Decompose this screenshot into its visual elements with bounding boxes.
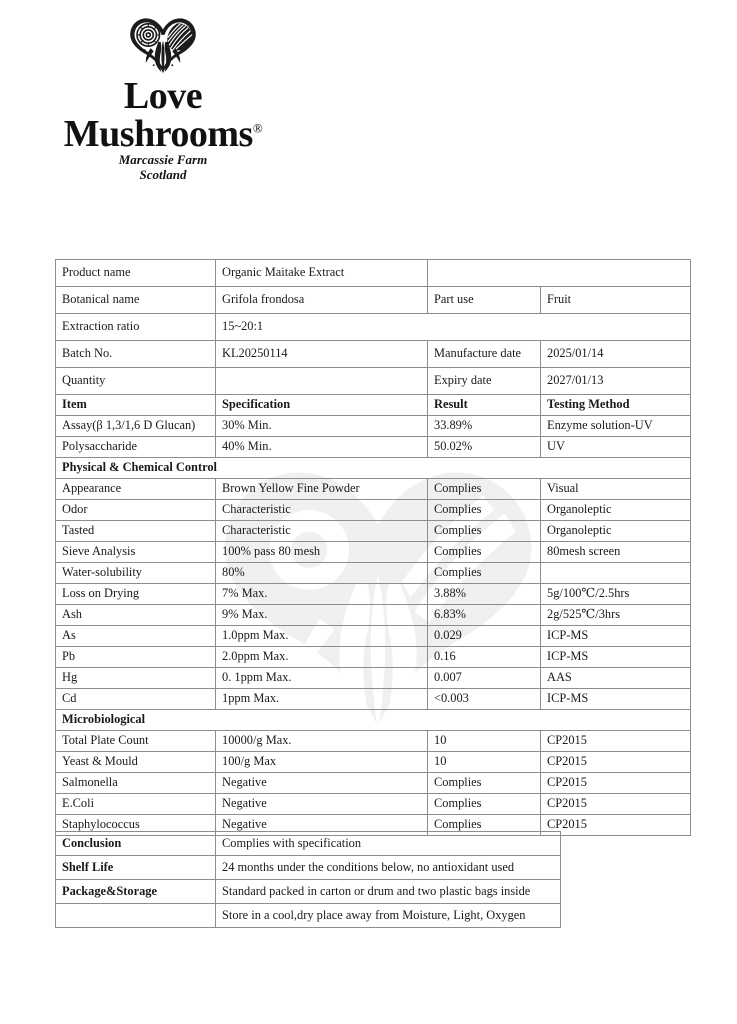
cell-c1-item: Loss on Drying (56, 584, 216, 605)
cell-c2-value: 2.0ppm Max. (216, 647, 428, 668)
table-row (56, 794, 691, 815)
table-section-header: Physical & Chemical Control (56, 458, 691, 479)
cell-c4-value: 2027/01/13 (541, 368, 691, 395)
table-row (56, 437, 691, 458)
table-row (56, 458, 691, 479)
cell-c2-value: 15~20:1 (216, 314, 691, 341)
cell-c3-value: 10 (428, 731, 541, 752)
cell-c4-value: Organoleptic (541, 500, 691, 521)
cell-c3-value: 50.02% (428, 437, 541, 458)
table-row (56, 773, 691, 794)
table-row (56, 500, 691, 521)
cell-c2-value: 40% Min. (216, 437, 428, 458)
summary-table (55, 831, 561, 928)
cell-c1-item: E.Coli (56, 794, 216, 815)
table-row (56, 395, 691, 416)
summary-value: Standard packed in carton or drum and two plastic bags inside (216, 880, 561, 904)
cell-c2-value: 1ppm Max. (216, 689, 428, 710)
table-row (56, 368, 691, 395)
cell-c4-value: 2025/01/14 (541, 341, 691, 368)
cell-c2-value: Brown Yellow Fine Powder (216, 479, 428, 500)
cell-c2-value: 30% Min. (216, 416, 428, 437)
table-row (56, 563, 691, 584)
cell-c2-value: 100% pass 80 mesh (216, 542, 428, 563)
cell-c4-value: Visual (541, 479, 691, 500)
cell-c4-value: 2g/525℃/3hrs (541, 605, 691, 626)
cell-c1-item: Ash (56, 605, 216, 626)
cell-c1-item: Cd (56, 689, 216, 710)
cell-c2-value: Grifola frondosa (216, 287, 428, 314)
cell-c3-value: Expiry date (428, 368, 541, 395)
table-row (56, 731, 691, 752)
cell-c2-value: 9% Max. (216, 605, 428, 626)
table-row (56, 647, 691, 668)
cell-c1-item: Assay(β 1,3/1,6 D Glucan) (56, 416, 216, 437)
cell-c3-value: 0.007 (428, 668, 541, 689)
table-row (56, 287, 691, 314)
cell-c3-value: Complies (428, 479, 541, 500)
table-row (56, 479, 691, 500)
cell-c3-value: Complies (428, 563, 541, 584)
cell-c1-item: Staphylococcus (56, 815, 216, 836)
table-row (56, 542, 691, 563)
summary-label (56, 904, 216, 928)
table-row (56, 689, 691, 710)
cell-c4-value: ICP-MS (541, 689, 691, 710)
summary-row (56, 832, 561, 856)
cell-c3-value: 10 (428, 752, 541, 773)
table-row (56, 710, 691, 731)
cell-c2-value: Characteristic (216, 500, 428, 521)
summary-value: Complies with specification (216, 832, 561, 856)
cell-c1-item: Botanical name (56, 287, 216, 314)
brand-subtitle-country: Scotland (139, 166, 187, 182)
cell-c3-value: Manufacture date (428, 341, 541, 368)
table-row (56, 314, 691, 341)
cell-c1-item: As (56, 626, 216, 647)
cell-c2-value (216, 368, 428, 395)
cell-c2-value: Negative (216, 815, 428, 836)
cell-c3-value: Complies (428, 500, 541, 521)
summary-value: 24 months under the conditions below, no antioxidant used (216, 856, 561, 880)
brand-logo-block (28, 14, 298, 182)
table-row (56, 260, 691, 287)
summary-label: Conclusion (56, 832, 216, 856)
cell-c3-value: Complies (428, 794, 541, 815)
table-row (56, 416, 691, 437)
brand-subtitle-farm: Marcassie Farm (118, 152, 208, 167)
brand-wordmark (28, 77, 298, 153)
brand-wordmark-text: Love Mushrooms (63, 75, 253, 155)
cell-c1-item: Appearance (56, 479, 216, 500)
cell-c4-value: 5g/100℃/2.5hrs (541, 584, 691, 605)
cell-c4-value: CP2015 (541, 794, 691, 815)
certificate-of-analysis-table (55, 259, 691, 836)
cell-c2-value: 7% Max. (216, 584, 428, 605)
summary-label: Package&Storage (56, 880, 216, 904)
cell-c1-item: Quantity (56, 368, 216, 395)
cell-c3-value: Complies (428, 815, 541, 836)
cell-c1-item: Yeast & Mould (56, 752, 216, 773)
cell-c1-item: Extraction ratio (56, 314, 216, 341)
cell-c2-header: Specification (216, 395, 428, 416)
table-row (56, 605, 691, 626)
cell-c2-value: Characteristic (216, 521, 428, 542)
cell-c2-value: 10000/g Max. (216, 731, 428, 752)
cell-c4-value: Fruit (541, 287, 691, 314)
cell-c1-item: Batch No. (56, 341, 216, 368)
cell-c1-item: Total Plate Count (56, 731, 216, 752)
cell-c2-value: 0. 1ppm Max. (216, 668, 428, 689)
cell-c3-value (428, 260, 691, 287)
cell-c2-value: KL20250114 (216, 341, 428, 368)
cell-c3-header: Result (428, 395, 541, 416)
cell-c1-item: Odor (56, 500, 216, 521)
cell-c4-value: CP2015 (541, 815, 691, 836)
summary-table-wrap (55, 831, 560, 928)
cell-c3-value: 0.16 (428, 647, 541, 668)
cell-c3-value: Complies (428, 542, 541, 563)
cell-c4-value: CP2015 (541, 731, 691, 752)
table-row (56, 521, 691, 542)
cell-c4-value: 80mesh screen (541, 542, 691, 563)
cell-c3-value: 3.88% (428, 584, 541, 605)
cell-c4-value: Organoleptic (541, 521, 691, 542)
summary-value: Store in a cool,dry place away from Moisture, Light, Oxygen (216, 904, 561, 928)
cell-c4-value: AAS (541, 668, 691, 689)
cell-c4-value (541, 563, 691, 584)
cell-c2-value: Organic Maitake Extract (216, 260, 428, 287)
cell-c2-value: Negative (216, 794, 428, 815)
cell-c4-value: CP2015 (541, 752, 691, 773)
table-row (56, 584, 691, 605)
cell-c3-value: Complies (428, 521, 541, 542)
heart-mushroom-logo-icon (124, 14, 202, 76)
cell-c2-value: 1.0ppm Max. (216, 626, 428, 647)
cell-c4-value: Enzyme solution-UV (541, 416, 691, 437)
table-row (56, 626, 691, 647)
cell-c1-item: Salmonella (56, 773, 216, 794)
cell-c3-value: 0.029 (428, 626, 541, 647)
cell-c3-value: Complies (428, 773, 541, 794)
cell-c1-item: Pb (56, 647, 216, 668)
cell-c2-value: 100/g Max (216, 752, 428, 773)
cell-c1-item: Tasted (56, 521, 216, 542)
cell-c2-value: Negative (216, 773, 428, 794)
cell-c4-value: ICP-MS (541, 626, 691, 647)
summary-label: Shelf Life (56, 856, 216, 880)
certificate-of-analysis-table-wrap (55, 259, 690, 836)
cell-c3-value: Part use (428, 287, 541, 314)
cell-c4-header: Testing Method (541, 395, 691, 416)
table-row (56, 341, 691, 368)
table-row (56, 668, 691, 689)
cell-c2-value: 80% (216, 563, 428, 584)
cell-c1-item: Product name (56, 260, 216, 287)
registered-trademark-icon: ® (252, 120, 263, 136)
cell-c4-value: ICP-MS (541, 647, 691, 668)
cell-c1-item: Hg (56, 668, 216, 689)
table-section-header: Microbiological (56, 710, 691, 731)
summary-row (56, 880, 561, 904)
cell-c1-item: Sieve Analysis (56, 542, 216, 563)
cell-c3-value: 33.89% (428, 416, 541, 437)
cell-c4-value: CP2015 (541, 773, 691, 794)
table-row (56, 752, 691, 773)
cell-c4-value: UV (541, 437, 691, 458)
cell-c1-item: Polysaccharide (56, 437, 216, 458)
summary-row (56, 856, 561, 880)
summary-row (56, 904, 561, 928)
cell-c1-item: Water-solubility (56, 563, 216, 584)
cell-c3-value: 6.83% (428, 605, 541, 626)
cell-c1-header: Item (56, 395, 216, 416)
cell-c3-value: <0.003 (428, 689, 541, 710)
